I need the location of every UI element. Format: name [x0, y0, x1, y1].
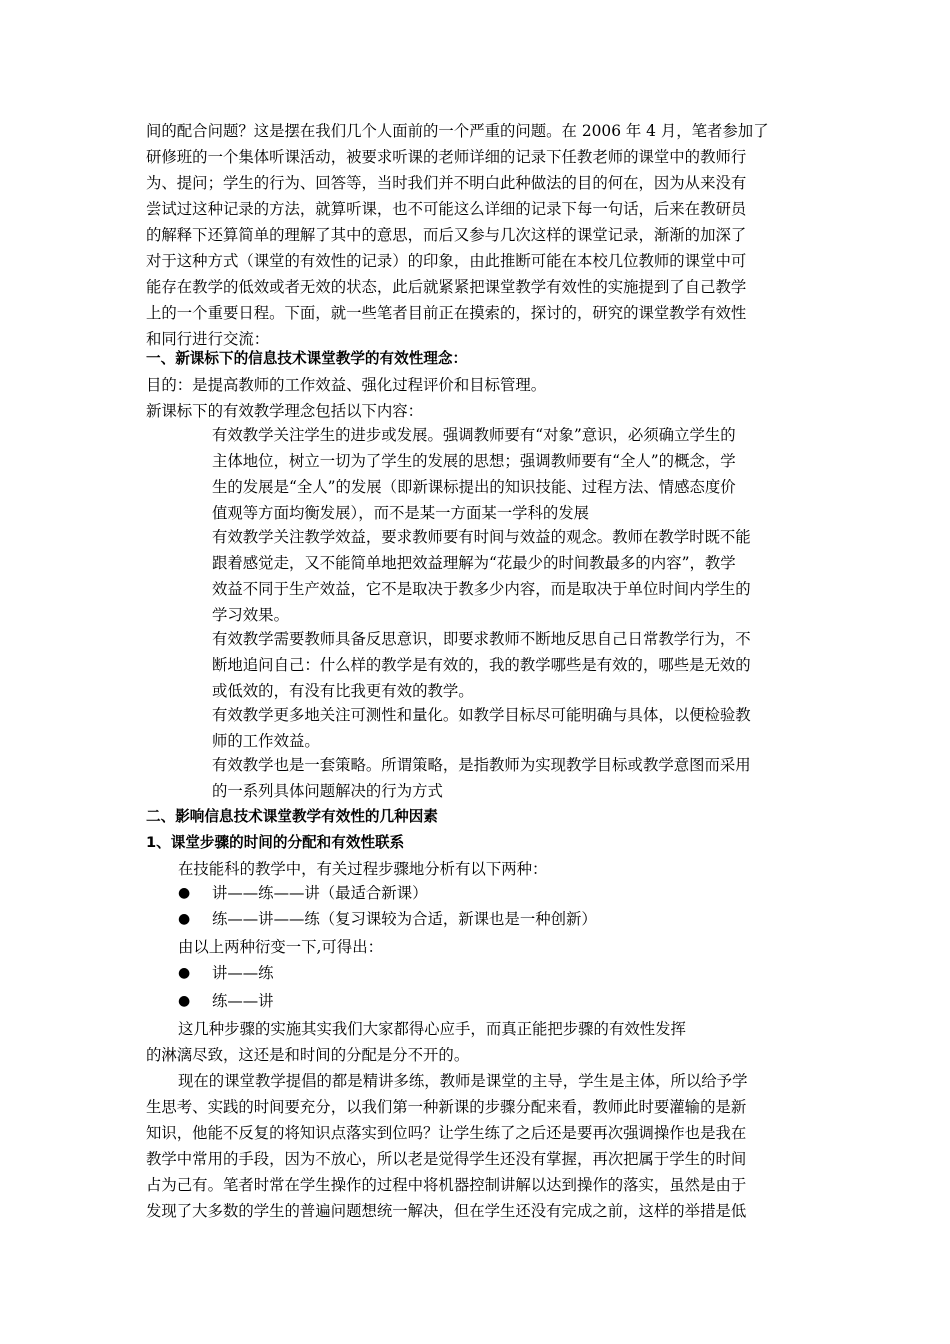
section-heading: 一、新课标下的信息技术课堂教学的有效性理念： [146, 350, 468, 367]
bullet-line: 有效教学需要教师具备反思意识，即要求教师不断地反思自己日常教学行为，不 [212, 630, 751, 648]
subsection-heading: 1、课堂步骤的时间的分配和有效性联系 [146, 834, 405, 851]
paragraph-line: 占为己有。笔者时常在学生操作的过程中将机器控制讲解以达到操作的落实，虽然是由于 [146, 1176, 747, 1194]
bullet-line: 有效教学更多地关注可测性和量化。如教学目标尽可能明确与具体，以便检验教 [212, 706, 751, 724]
intro-line: 研修班的一个集体听课活动，被要求听课的老师详细的记录下任教老师的课堂中的教师行 [146, 148, 747, 166]
bullet-line: 或低效的，有没有比我更有效的教学。 [212, 682, 474, 700]
bullet-line: 值观等方面均衡发展），而不是某一方面某一学科的发展 [212, 504, 590, 522]
paragraph-line: 发现了大多数的学生的普遍问题想统一解决，但在学生还没有完成之前，这样的举措是低 [146, 1202, 747, 1220]
intro-line: 间的配合问题？这是摆在我们几个人面前的一个严重的问题。在 2006 年 4 月，笔者参加了 [146, 122, 769, 140]
bullet-line: 主体地位，树立一切为了学生的发展的思想；强调教师要有“全人”的概念，学 [212, 452, 736, 470]
intro-line: 上的一个重要日程。下面，就一些笔者目前正在摸索的，探讨的，研究的课堂教学有效性 [146, 304, 747, 322]
lead-text: 在技能科的教学中，有关过程步骤地分析有以下两种： [178, 860, 548, 878]
bullet-line: 学习效果。 [212, 606, 289, 624]
intro-line: 为、提问；学生的行为、回答等，当时我们并不明白此种做法的目的何在，因为从来没有 [146, 174, 747, 192]
purpose-text: 目的：是提高教师的工作效益、强化过程评价和目标管理。 [146, 376, 547, 394]
intro-line: 对于这种方式（课堂的有效性的记录）的印象，由此推断可能在本校几位教师的课堂中可 [146, 252, 747, 270]
bullet-dot: ● [178, 911, 191, 927]
concepts-intro: 新课标下的有效教学理念包括以下内容： [146, 402, 424, 420]
bullet-line: 断地追问自己：什么样的教学是有效的，我的教学哪些是有效的，哪些是无效的 [212, 656, 751, 674]
bullet-line: 师的工作效益。 [212, 732, 320, 750]
intro-line: 的解释下还算简单的理解了其中的意思，而后又参与几次这样的课堂记录，渐渐的加深了 [146, 226, 747, 244]
step-item: 练——讲——练（复习课较为合适，新课也是一种创新） [212, 910, 597, 928]
intro-line: 尝试过这种记录的方法，就算听课，也不可能这么详细的记录下每一句话，后来在教研员 [146, 200, 747, 218]
bullet-dot: ● [178, 993, 191, 1009]
bullet-line: 有效教学关注教学效益，要求教师要有时间与效益的观念。教师在教学时既不能 [212, 528, 751, 546]
step-item: 讲——练——讲（最适合新课） [212, 884, 428, 902]
paragraph-line: 这几种步骤的实施其实我们大家都得心应手，而真正能把步骤的有效性发挥 [178, 1020, 686, 1038]
paragraph-line: 教学中常用的手段，因为不放心，所以老是觉得学生还没有掌握，再次把属于学生的时间 [146, 1150, 747, 1168]
bullet-line: 跟着感觉走，又不能简单地把效益理解为“花最少的时间教最多的内容”，教学 [212, 554, 736, 572]
bullet-dot: ● [178, 965, 191, 981]
bullet-line: 生的发展是“全人”的发展（即新课标提出的知识技能、过程方法、情感态度价 [212, 478, 736, 496]
bullet-line: 效益不同于生产效益，它不是取决于教多少内容，而是取决于单位时间内学生的 [212, 580, 751, 598]
intro-line: 和同行进行交流： [146, 330, 270, 348]
step-item: 练——讲 [212, 992, 274, 1010]
lead-text: 由以上两种衍变一下,可得出： [178, 938, 383, 956]
bullet-dot: ● [178, 885, 191, 901]
step-item: 讲——练 [212, 964, 274, 982]
section-heading: 二、影响信息技术课堂教学有效性的几种因素 [146, 808, 438, 825]
intro-line: 能存在教学的低效或者无效的状态，此后就紧紧把课堂教学有效性的实施提到了自己教学 [146, 278, 747, 296]
paragraph-line: 知识，他能不反复的将知识点落实到位吗？让学生练了之后还是要再次强调操作也是我在 [146, 1124, 747, 1142]
paragraph-line: 的淋漓尽致，这还是和时间的分配是分不开的。 [146, 1046, 470, 1064]
paragraph-line: 现在的课堂教学提倡的都是精讲多练，教师是课堂的主导，学生是主体，所以给予学 [178, 1072, 748, 1090]
paragraph-line: 生思考、实践的时间要充分，以我们第一种新课的步骤分配来看，教师此时要灌输的是新 [146, 1098, 747, 1116]
bullet-line: 有效教学关注学生的进步或发展。强调教师要有“对象”意识，必须确立学生的 [212, 426, 736, 444]
bullet-line: 的一系列具体问题解决的行为方式 [212, 782, 443, 800]
bullet-line: 有效教学也是一套策略。所谓策略，是指教师为实现教学目标或教学意图而采用 [212, 756, 751, 774]
